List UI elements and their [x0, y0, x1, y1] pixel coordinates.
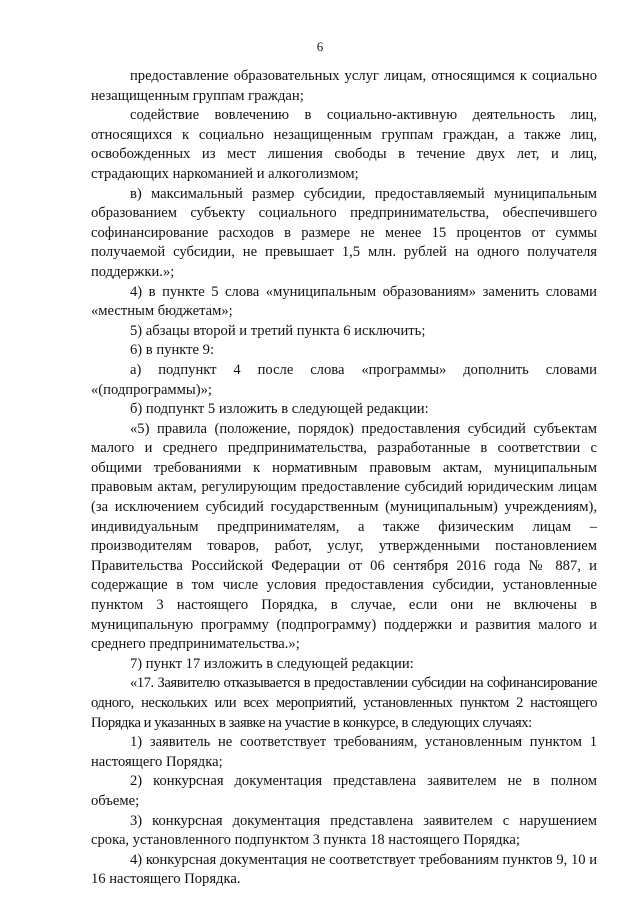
paragraph: в) максимальный размер субсидии, предоставляемый муниципальным образованием субъекту социального предпринимательства, обеспечившего софинансирование расходов в размере не менее 15 процентов от суммы получаемой субсидии, не превышает 1,5 млн. рублей на одного получателя поддержки.»; [91, 185, 597, 280]
paragraph: «5) правила (положение, порядок) предоставления субсидий субъектам малого и среднего предпринимательства, разработанные в соответствии с общими требованиями к нормативным правовым актам, муниципальным правовым актам, регулирующим предоставление субсидий юридическим лицам (за исключением субсидий государственным (муниципальным) учреждениям), индивидуальным предпринимателям, а также физическим лицам – производителям товаров, работ, услуг, утвержденными постановлением Правительства Российской Федерации от 06 сентября 2016 года № 887, и содержащие в том числе условия предоставления субсидии, установленные пунктом 3 настоящего Порядка, в случае, если они не включены в муниципальную программу (подпрограмму) поддержки и развития малого и среднего предпринимательства.»; [91, 420, 597, 653]
paragraph: 7) пункт 17 изложить в следующей редакции: [130, 655, 414, 672]
paragraph: 3) конкурсная документация представлена заявителем с нарушением срока, установленного подпунктом 3 пункта 18 настоящего Порядка; [91, 812, 597, 849]
document-body [91, 67, 597, 890]
paragraph: «17. Заявителю отказывается в предоставлении субсидии на софинансирование одного, нескольких или всех мероприятий, установленных пунктом 2 настоящего Порядка и указанных в заявке на участие в конкурсе, в следующих случаях: [91, 675, 597, 731]
paragraph: 1) заявитель не соответствует требованиям, установленным пунктом 1 настоящего Порядка; [91, 734, 597, 770]
page-number: 6 [316, 39, 324, 54]
paragraph: б) подпункт 5 изложить в следующей редакции: [130, 401, 429, 418]
paragraph: 4) конкурсная документация не соответствует требованиям пунктов 9, 10 и 16 настоящего Порядка. [91, 851, 597, 888]
paragraph: предоставление образовательных услуг лицам, относящимся к социально незащищенным группам граждан; [91, 68, 597, 104]
paragraph: 6) в пункте 9: [130, 342, 215, 359]
paragraph: 4) в пункте 5 слова «муниципальным образованиям» заменить словами «местным бюджетам»; [91, 283, 597, 320]
paragraph: 2) конкурсная документация представлена заявителем не в полном объеме; [91, 773, 597, 809]
paragraph: 5) абзацы второй и третий пункта 6 исключить; [130, 322, 426, 339]
paragraph: а) подпункт 4 после слова «программы» дополнить словами «(подпрограммы)»; [91, 361, 597, 398]
paragraph: содействие вовлечению в социально-активную деятельность лиц, относящихся к социально незащищенным группам граждан, а также лиц, освобожденных из мест лишения свободы в течение двух лет, и лиц, страдающих наркоманией и алкоголизмом; [91, 107, 597, 182]
